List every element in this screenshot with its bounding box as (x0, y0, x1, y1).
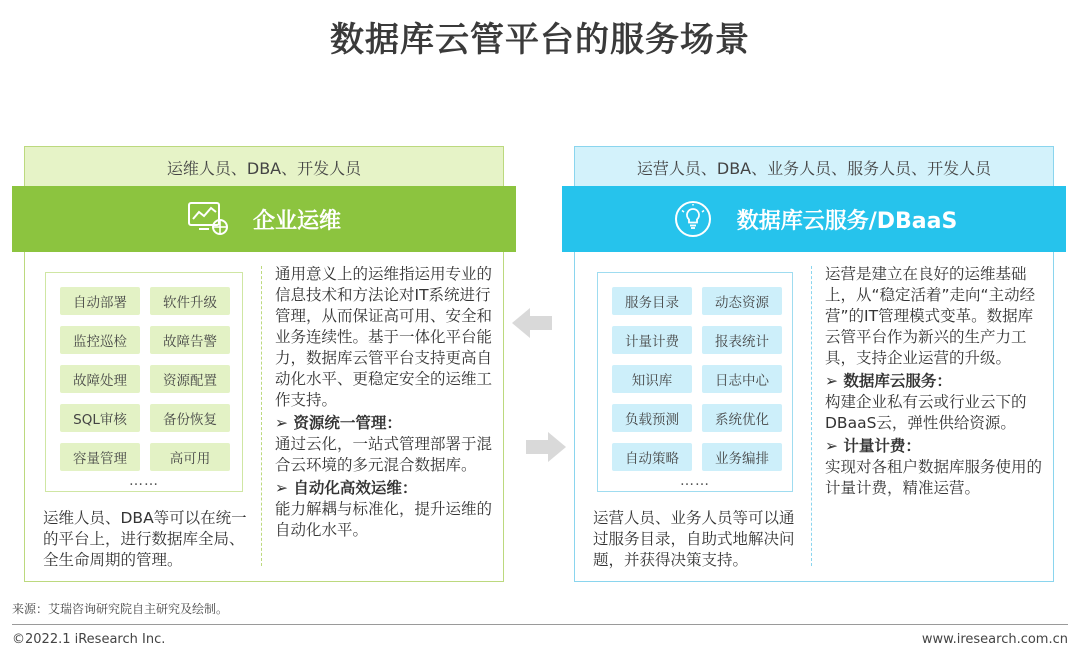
left-point1-text: 通过云化，一站式管理部署于混合云环境的多元混合数据库。 (275, 435, 493, 474)
capability-cell: 容量管理 (60, 443, 140, 471)
capability-cell: 知识库 (612, 365, 692, 393)
capability-cell: 计量计费 (612, 326, 692, 354)
left-point2-text: 能力解耦与标准化，提升运维的自动化水平。 (275, 500, 493, 539)
right-banner (562, 186, 1066, 252)
capability-cell: 动态资源 (702, 287, 782, 315)
left-point1-head: ➢ 资源统一管理： (275, 414, 402, 432)
left-banner (12, 186, 516, 252)
capability-cell: 负载预测 (612, 404, 692, 432)
left-body (24, 252, 504, 582)
left-capability-box (45, 272, 243, 492)
capability-cell: 自动策略 (612, 443, 692, 471)
left-divider (261, 266, 262, 566)
left-audience-bar: 运维人员、DBA、开发人员 (24, 146, 504, 188)
capability-cell: SQL审核 (60, 404, 140, 432)
copyright: ©2022.1 iResearch Inc. (12, 632, 166, 647)
capability-cell: 故障告警 (150, 326, 230, 354)
right-summary: 运营人员、业务人员等可以通过服务目录，自助式地解决问题，并获得决策支持。 (593, 509, 795, 569)
right-capability-box (597, 272, 793, 492)
capability-cell: 自动部署 (60, 287, 140, 315)
enterprise-ops-panel (24, 146, 504, 582)
footer-divider (12, 624, 1068, 625)
lightbulb-icon (671, 199, 715, 239)
dbaas-panel (574, 146, 1054, 582)
capability-cell: 监控巡检 (60, 326, 140, 354)
right-audience-bar: 运营人员、DBA、业务人员、服务人员、开发人员 (574, 146, 1054, 188)
left-summary: 运维人员、DBA等可以在统一的平台上，进行数据库全局、全生命周期的管理。 (43, 509, 247, 569)
more-dots: …… (129, 473, 159, 489)
right-desc-intro: 运营是建立在良好的运维基础上，从“稳定活着”走向“主动经营”的IT管理模式变革。数据库云管平台作为新兴的生产力工具，支持企业运营的升级。 (825, 265, 1036, 367)
right-point2-head: ➢ 计量计费： (825, 437, 921, 455)
capability-cell: 故障处理 (60, 365, 140, 393)
right-point1-text: 构建企业私有云或行业云下的DBaaS云，弹性供给资源。 (825, 393, 1027, 432)
left-description (275, 264, 497, 541)
right-description (825, 264, 1047, 499)
left-banner-title: 企业运维 (252, 208, 341, 234)
capability-cell: 高可用 (150, 443, 230, 471)
capability-cell: 资源配置 (150, 365, 230, 393)
capability-cell: 日志中心 (702, 365, 782, 393)
arrow-left-icon (512, 306, 552, 340)
monitor-chart-icon (187, 199, 231, 239)
right-point1-head: ➢ 数据库云服务： (825, 372, 952, 390)
capability-cell: 系统优化 (702, 404, 782, 432)
capability-cell: 业务编排 (702, 443, 782, 471)
page-title: 数据库云管平台的服务场景 (330, 20, 750, 60)
arrow-right-icon (526, 430, 566, 464)
capability-cell: 备份恢复 (150, 404, 230, 432)
right-banner-title: 数据库云服务/DBaaS (736, 208, 958, 234)
capability-cell: 服务目录 (612, 287, 692, 315)
left-point2-head: ➢ 自动化高效运维： (275, 479, 418, 497)
website-link[interactable]: www.iresearch.com.cn (921, 632, 1068, 647)
right-point2-text: 实现对各租户数据库服务使用的计量计费，精准运营。 (825, 458, 1043, 497)
capability-cell: 软件升级 (150, 287, 230, 315)
left-desc-intro: 通用意义上的运维指运用专业的信息技术和方法论对IT系统进行管理，从而保证高可用、安全和业务连续性。基于一体化平台能力，数据库云管平台支持更高自动化水平、更稳定安全的运维工作支持。 (275, 265, 493, 409)
right-divider (811, 266, 812, 566)
right-body (574, 252, 1054, 582)
capability-cell: 报表统计 (702, 326, 782, 354)
more-dots: …… (680, 473, 710, 489)
source-note: 来源：艾瑞咨询研究院自主研究及绘制。 (12, 602, 229, 616)
